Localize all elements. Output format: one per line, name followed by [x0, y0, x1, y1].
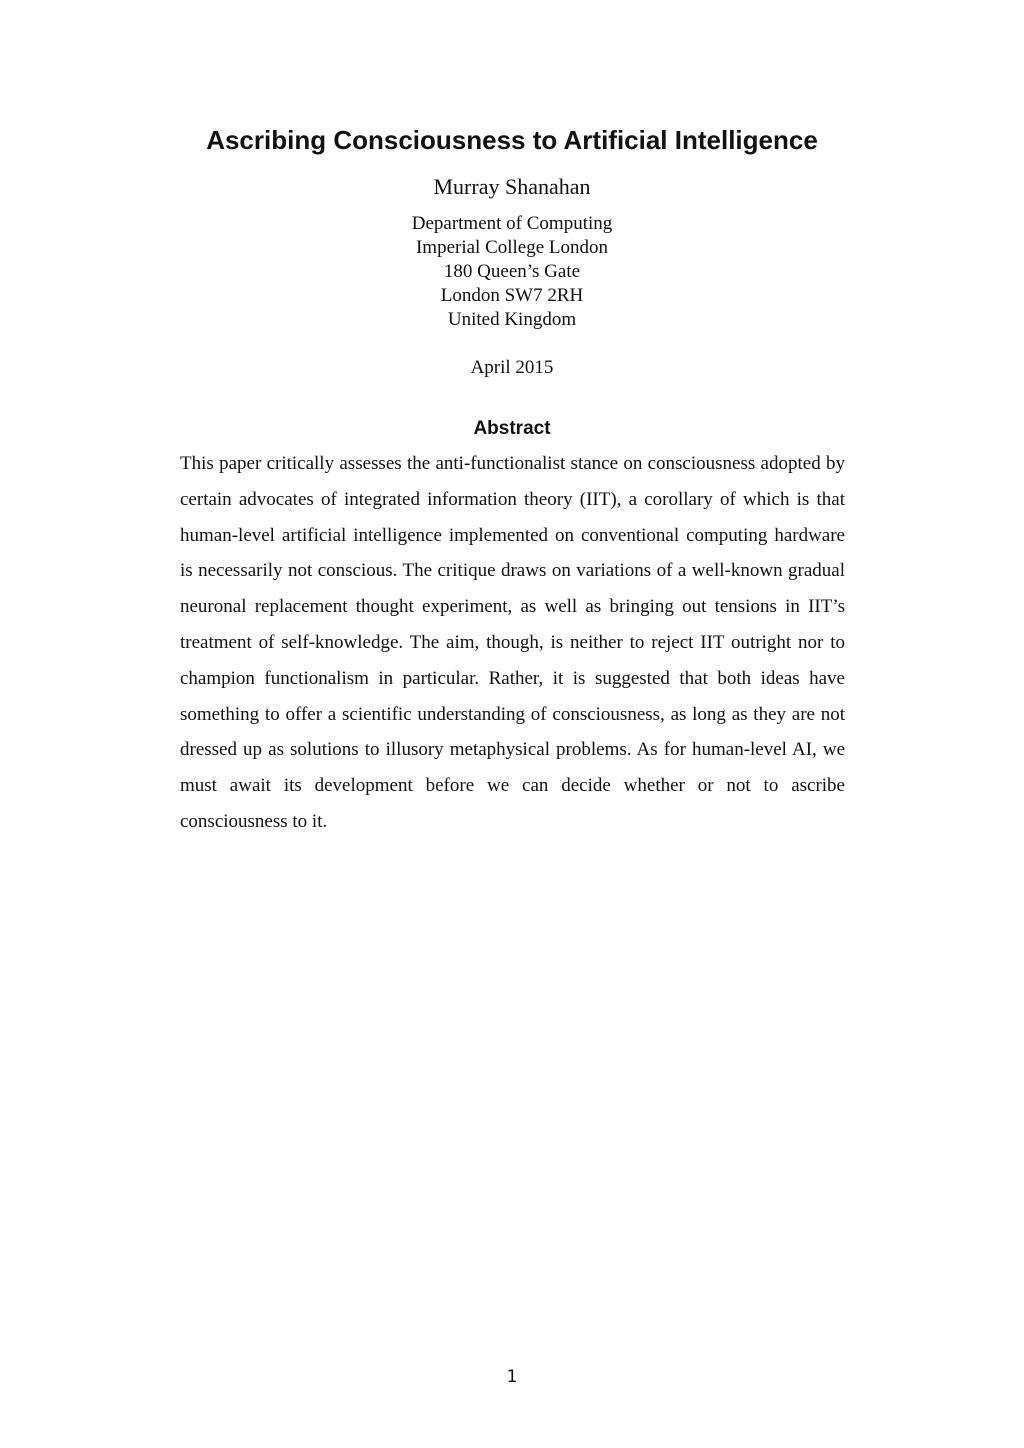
author-name: Murray Shanahan — [433, 174, 591, 199]
affiliation-department: Department of Computing — [411, 213, 613, 234]
page-number: 1 — [506, 1367, 518, 1387]
affiliation-institution: Imperial College London — [415, 237, 609, 258]
affiliation-street: 180 Queen’s Gate — [443, 261, 581, 282]
author-affiliation — [0, 212, 1024, 332]
abstract-text: This paper critically assesses the anti-functionalist stance on consciousness adopted by certain advocates of integrated information theory (IIT), a corollary of which is that human-level artificial intelligence implemented on conventional computing hardware is necessarily not conscious. The critique draws on variations of a well-known gradual neuronal replacement thought experiment, as well as bringing out tensions in IIT’s treatment of self-knowledge. The aim, though, is neither to reject IIT outright nor to champion functionalism in particular. Rather, it is suggested that both ideas have something to offer a scientific understanding of consciousness, as long as they are not dressed up as solutions to illusory metaphysical problems. As for human-level AI, we must await its development before we can decide whether or not to ascribe consciousness to it. — [180, 453, 845, 832]
paper-title: Ascribing Consciousness to Artificial Intelligence — [206, 125, 818, 155]
affiliation-country: United Kingdom — [447, 309, 577, 330]
affiliation-city-postcode: London SW7 2RH — [440, 285, 584, 306]
abstract-heading: Abstract — [473, 418, 551, 439]
publication-date: April 2015 — [470, 357, 554, 378]
